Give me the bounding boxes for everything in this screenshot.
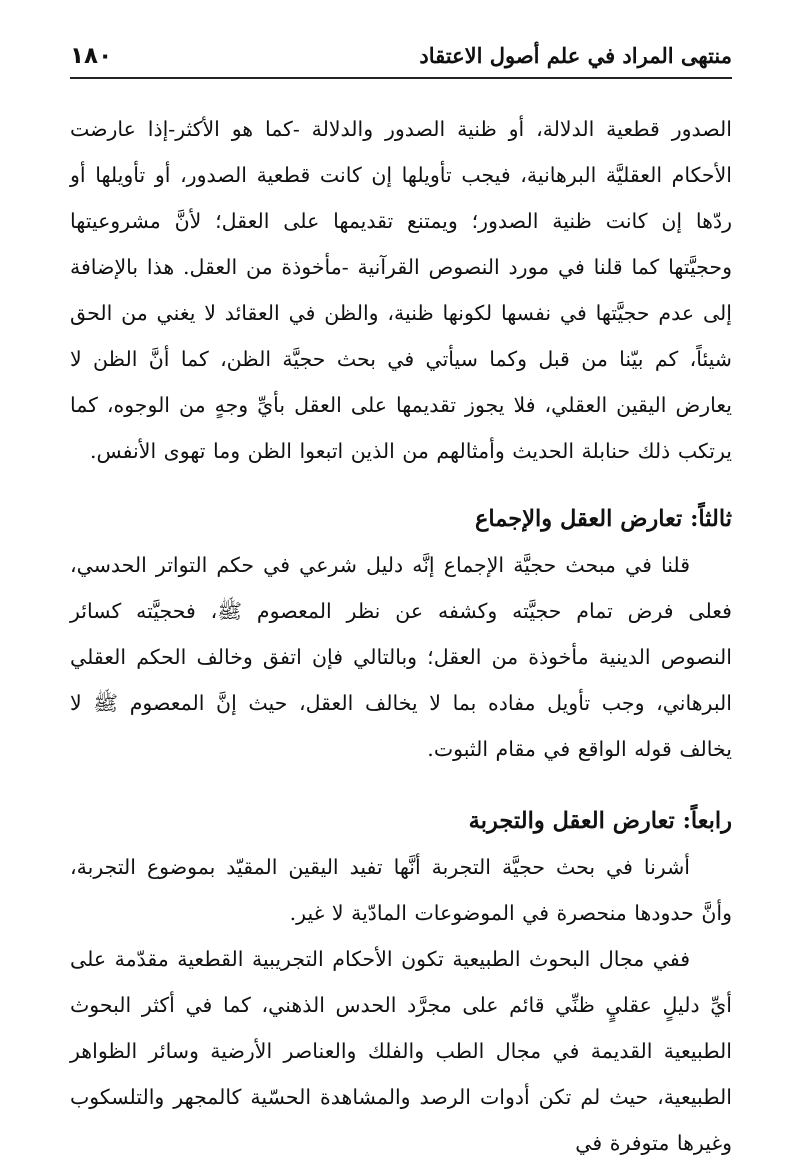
paragraph-experiment-intro: أشرنا في بحث حجيَّة التجربة أنَّها تفيد اليقين المقيّد بموضوع التجربة، وأنَّ حدودها منحصرة في الموضوعات المادّية لا غير. [70,855,732,925]
section-heading-reason-experiment: رابعاً: تعارض العقل والتجربة [468,808,732,834]
section-spacer [70,474,732,496]
section-spacer [70,772,732,798]
paragraph-natural-sciences: ففي مجال البحوث الطبيعية تكون الأحكام التجريبية القطعية مقدّمة على أيِّ دليلٍ عقليٍ ظنِّي قائم على مجرَّد الحدس الذهني، كما في أكثر البحوث الطبيعية القديمة في مجال الطب والفلك والعناصر الأرضية وسائر الظواهر الطبيعية، حيث لم تكن أدوات الرصد والمشاهدة الحسّية كالمجهر والتلسكوب وغيرها متوفرة في [70,947,732,1155]
page-number: ١٨٠ [70,43,113,69]
header-rule [70,77,732,79]
running-title: منتهى المراد في علم أصول الاعتقاد [419,43,732,68]
paragraph-consensus: قلنا في مبحث حجيَّة الإجماع إنَّه دليل شرعي في حكم التواتر الحدسي، فعلى فرض تمام حجيَّته وكشفه عن نظر المعصوم ﷺ، فحجيَّته كسائر النصوص الدينية مأخوذة من العقل؛ وبالتالي فإن اتفق وخالف الحكم العقلي البرهاني، وجب تأويل مفاده بما لا يخالف العقل، حيث إنَّ المعصوم ﷺ لا يخالف قوله الواقع في مقام الثبوت. [70,553,732,761]
section-heading-reason-consensus: ثالثاً: تعارض العقل والإجماع [475,506,732,532]
page-body [70,106,732,1166]
paragraph-continuation: الصدور قطعية الدلالة، أو ظنية الصدور والدلالة -كما هو الأكثر-إذا عارضت الأحكام العقليَّة البرهانية، فيجب تأويلها إن كانت قطعية الصدور، أو تأويلها أو ردّها إن كانت ظنية الصدور؛ ويمتنع تقديمها على العقل؛ لأنَّ مشروعيتها وحجيَّتها كما قلنا في مورد النصوص القرآنية -مأخوذة من العقل. هذا بالإضافة إلى عدم حجيَّتها في نفسها لكونها ظنية، والظن في العقائد لا يغني من الحق شيئاً، كم بيّنا من قبل وكما سيأتي في بحث حجيَّة الظن، كما أنَّ الظن لا يعارض اليقين العقلي، فلا يجوز تقديمها على العقل بأيِّ وجهٍ من الوجوه، كما يرتكب ذلك حنابلة الحديث وأمثالهم من الذين اتبعوا الظن وما تهوى الأنفس. [70,117,732,463]
page-header [70,30,732,72]
